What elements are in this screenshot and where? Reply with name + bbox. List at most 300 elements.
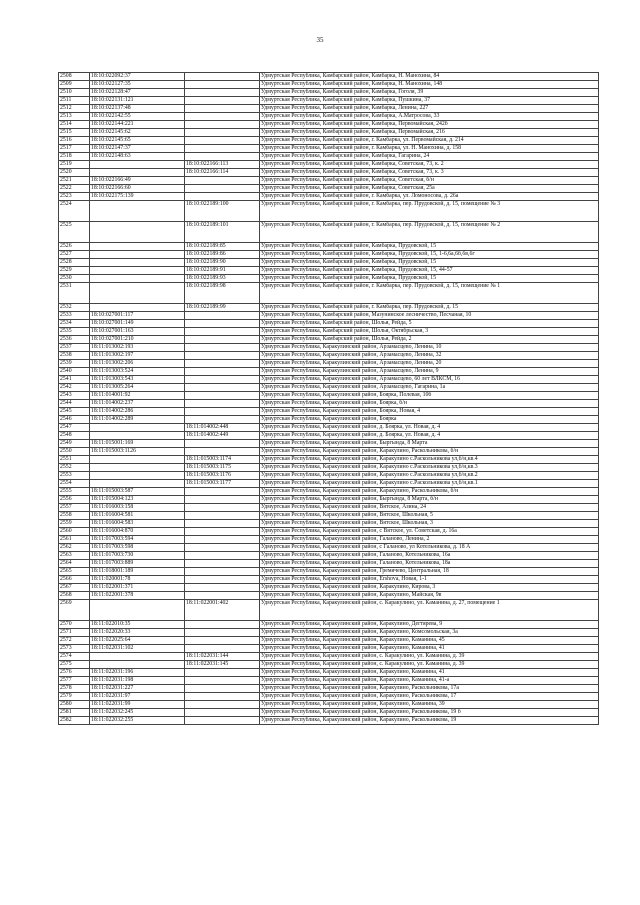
address-cell: Удмуртская Республика, Камбарский район, Камбарка, Советская, 25а	[260, 185, 599, 193]
row-number-cell: 2549	[59, 440, 90, 448]
address-cell: Удмуртская Республика, Каракулинский район, д. Боярка, ул. Новая, д. 4	[260, 432, 599, 440]
premises-cadastral-number-cell	[185, 113, 260, 121]
row-number-cell: 2542	[59, 384, 90, 392]
table-row	[59, 137, 599, 145]
table-row	[59, 709, 599, 717]
row-number-cell: 2554	[59, 480, 90, 488]
address-cell: Удмуртская Республика, Камбарский район, Камбарка, Советская, б/н	[260, 177, 599, 185]
row-number-cell: 2574	[59, 653, 90, 661]
cadastral-number-cell: 18:11:022031:196	[90, 669, 185, 677]
address-cell: Удмуртская Республика, Камбарский район, Шолья, Рейда, 5	[260, 320, 599, 328]
table-row	[59, 621, 599, 629]
table-row	[59, 251, 599, 259]
cadastral-number-cell: 18:11:014002:289	[90, 416, 185, 424]
cadastral-number-cell: 18:11:022025:64	[90, 637, 185, 645]
address-cell: Удмуртская Республика, Каракулинский район, Каракулино с.Раскольникова ул,б/н,кв.1	[260, 480, 599, 488]
cadastral-number-cell: 18:10:027001:163	[90, 328, 185, 336]
cadastral-number-cell: 18:11:015003:587	[90, 488, 185, 496]
premises-cadastral-number-cell	[185, 685, 260, 693]
address-cell: Удмуртская Республика, Камбарский район, Камбарка, Советская, 73, к. 2	[260, 161, 599, 169]
address-cell: Удмуртская Республика, Каракулинский район, Каракулино с.Раскольникова ул,б/н,кв.2	[260, 472, 599, 480]
cadastral-number-cell: 18:11:020001:78	[90, 576, 185, 584]
address-cell: Удмуртская Республика, Каракулинский район, Каракулино, Дегтярева, 9	[260, 621, 599, 629]
premises-cadastral-number-cell	[185, 536, 260, 544]
table-row	[59, 201, 599, 222]
cadastral-number-cell: 18:11:017003:730	[90, 552, 185, 560]
address-cell: Удмуртская Республика, Каракулинский район, Арзамасцево, 60 лет ВЛКСМ, 16	[260, 376, 599, 384]
premises-cadastral-number-cell: 18:11:022001:402	[185, 600, 260, 621]
row-number-cell: 2556	[59, 496, 90, 504]
row-number-cell: 2541	[59, 376, 90, 384]
table-row	[59, 592, 599, 600]
cadastral-number-cell: 18:10:022144:221	[90, 121, 185, 129]
cadastral-number-cell	[90, 222, 185, 243]
address-cell: Удмуртская Республика, Каракулинский район, Боярка, Новая, 4	[260, 408, 599, 416]
row-number-cell: 2527	[59, 251, 90, 259]
cadastral-number-cell: 18:11:022031:97	[90, 693, 185, 701]
table-row	[59, 496, 599, 504]
address-cell: Удмуртская Республика, Каракулинский район, Каракулино, Раскольникова, б/н	[260, 488, 599, 496]
address-cell: Удмуртская Республика, Камбарский район, г. Камбарка, пер. Прудовской, д. 15	[260, 304, 599, 312]
table-row	[59, 89, 599, 97]
row-number-cell: 2553	[59, 472, 90, 480]
address-cell: Удмуртская Республика, Каракулинский район, Каракулино, Кирова, 3	[260, 584, 599, 592]
premises-cadastral-number-cell	[185, 185, 260, 193]
cadastral-number-cell	[90, 243, 185, 251]
table-row	[59, 576, 599, 584]
row-number-cell: 2575	[59, 661, 90, 669]
table-row	[59, 528, 599, 536]
row-number-cell: 2577	[59, 677, 90, 685]
cadastral-number-cell: 18:11:015001:169	[90, 440, 185, 448]
table-row	[59, 488, 599, 496]
address-cell: Удмуртская Республика, Каракулинский район, Вятское, Школьная, 3	[260, 520, 599, 528]
table-row	[59, 376, 599, 384]
table-row	[59, 520, 599, 528]
cadastral-number-cell: 18:10:022127:35	[90, 81, 185, 89]
row-number-cell: 2573	[59, 645, 90, 653]
table-row	[59, 544, 599, 552]
table-row	[59, 677, 599, 685]
address-cell: Удмуртская Республика, Камбарский район, Камбарка, Гоголя, 39	[260, 89, 599, 97]
cadastral-number-cell: 18:10:022128:47	[90, 89, 185, 97]
premises-cadastral-number-cell	[185, 376, 260, 384]
premises-cadastral-number-cell	[185, 368, 260, 376]
cadastral-number-cell: 18:10:022166:49	[90, 177, 185, 185]
address-cell: Удмуртская Республика, Каракулинский район, Галаново, Котельникова, 18а	[260, 560, 599, 568]
address-cell: Удмуртская Республика, Камбарский район, г. Камбарка, пер. Прудовской, д. 15, помещение № 3	[260, 201, 599, 222]
address-cell: Удмуртская Республика, Каракулинский район, Гремячево, Центральная, 18	[260, 568, 599, 576]
premises-cadastral-number-cell	[185, 488, 260, 496]
row-number-cell: 2538	[59, 352, 90, 360]
table-row	[59, 81, 599, 89]
premises-cadastral-number-cell	[185, 384, 260, 392]
row-number-cell: 2551	[59, 456, 90, 464]
premises-cadastral-number-cell: 18:11:015003:1176	[185, 472, 260, 480]
premises-cadastral-number-cell: 18:10:022189:101	[185, 222, 260, 243]
row-number-cell: 2525	[59, 222, 90, 243]
premises-cadastral-number-cell	[185, 621, 260, 629]
cadastral-number-cell: 18:11:017003:594	[90, 536, 185, 544]
table-row	[59, 222, 599, 243]
premises-cadastral-number-cell	[185, 137, 260, 145]
table-row	[59, 480, 599, 488]
address-cell: Удмуртская Республика, Камбарский район, Камбарка, Первомайская, 242б	[260, 121, 599, 129]
premises-cadastral-number-cell: 18:11:014002:448	[185, 424, 260, 432]
row-number-cell: 2518	[59, 153, 90, 161]
row-number-cell: 2515	[59, 129, 90, 137]
premises-cadastral-number-cell: 18:10:022189:91	[185, 267, 260, 275]
row-number-cell: 2532	[59, 304, 90, 312]
address-cell: Удмуртская Республика, Каракулинский район, Боярка, Полевая, 10б	[260, 392, 599, 400]
address-cell: Удмуртская Республика, Камбарский район, Камбарка, Прудовской, 15, 44-57	[260, 267, 599, 275]
address-cell: Удмуртская Республика, Каракулинский район, Каракулино, Раскольникова, б/н	[260, 448, 599, 456]
row-number-cell: 2508	[59, 73, 90, 81]
row-number-cell: 2548	[59, 432, 90, 440]
premises-cadastral-number-cell	[185, 544, 260, 552]
address-cell: Удмуртская Республика, Каракулинский район, Каракулино, Каманина, 41	[260, 645, 599, 653]
premises-cadastral-number-cell	[185, 408, 260, 416]
premises-cadastral-number-cell	[185, 552, 260, 560]
table-row	[59, 448, 599, 456]
table-row	[59, 552, 599, 560]
address-cell: Удмуртская Республика, Каракулинский район, Каракулино, Каманина, 41	[260, 669, 599, 677]
row-number-cell: 2565	[59, 568, 90, 576]
row-number-cell: 2510	[59, 89, 90, 97]
cadastral-number-cell: 18:10:022137:48	[90, 105, 185, 113]
row-number-cell: 2533	[59, 312, 90, 320]
table-row	[59, 368, 599, 376]
table-row	[59, 336, 599, 344]
table-row	[59, 259, 599, 267]
address-cell: Удмуртская Республика, Каракулинский район, Ershova, Новая, 1-1	[260, 576, 599, 584]
address-cell: Удмуртская Республика, Камбарский район, Камбарка, Н. Манохина, 84	[260, 73, 599, 81]
row-number-cell: 2543	[59, 392, 90, 400]
address-cell: Удмуртская Республика, Каракулинский район, с. Каракулино, ул. Каманина, д. 39	[260, 653, 599, 661]
cadastral-number-cell	[90, 456, 185, 464]
premises-cadastral-number-cell	[185, 528, 260, 536]
row-number-cell: 2555	[59, 488, 90, 496]
row-number-cell: 2567	[59, 584, 90, 592]
cadastral-number-cell	[90, 259, 185, 267]
row-number-cell: 2570	[59, 621, 90, 629]
cadastral-number-cell: 18:11:013002:197	[90, 352, 185, 360]
cadastral-number-cell: 18:11:022031:99	[90, 701, 185, 709]
address-cell: Удмуртская Республика, Каракулинский район, Быргында, 8 Марта	[260, 440, 599, 448]
table-row	[59, 464, 599, 472]
premises-cadastral-number-cell	[185, 392, 260, 400]
premises-cadastral-number-cell	[185, 312, 260, 320]
premises-cadastral-number-cell	[185, 145, 260, 153]
cadastral-number-cell	[90, 275, 185, 283]
address-cell: Удмуртская Республика, Каракулинский район, Каракулино, Каманина, 41-а	[260, 677, 599, 685]
cadastral-number-cell: 18:11:014002:237	[90, 400, 185, 408]
table-row	[59, 653, 599, 661]
register-body	[59, 73, 599, 725]
cadastral-number-cell: 18:11:016004:870	[90, 528, 185, 536]
row-number-cell: 2523	[59, 193, 90, 201]
address-cell: Удмуртская Республика, Каракулинский район, с. Каракулино, ул. Каманина, д. 39	[260, 661, 599, 669]
cadastral-number-cell: 18:11:022032:255	[90, 717, 185, 725]
row-number-cell: 2540	[59, 368, 90, 376]
address-cell: Удмуртская Республика, Каракулинский район, Арзамасцево, Ленина, 10	[260, 344, 599, 352]
premises-cadastral-number-cell	[185, 121, 260, 129]
cadastral-number-cell: 18:11:022001:378	[90, 592, 185, 600]
address-cell: Удмуртская Республика, Камбарский район, Камбарка, Прудовской, 15	[260, 259, 599, 267]
premises-cadastral-number-cell	[185, 512, 260, 520]
cadastral-number-cell: 18:11:013002:193	[90, 344, 185, 352]
address-cell: Удмуртская Республика, Камбарский район, Камбарка, Советская, 73, к. 3	[260, 169, 599, 177]
cadastral-number-cell	[90, 464, 185, 472]
row-number-cell: 2513	[59, 113, 90, 121]
premises-cadastral-number-cell	[185, 89, 260, 97]
premises-cadastral-number-cell	[185, 568, 260, 576]
cadastral-number-cell: 18:11:017003:889	[90, 560, 185, 568]
premises-cadastral-number-cell	[185, 520, 260, 528]
row-number-cell: 2546	[59, 416, 90, 424]
cadastral-number-cell: 18:11:022010:35	[90, 621, 185, 629]
premises-cadastral-number-cell	[185, 576, 260, 584]
address-cell: Удмуртская Республика, Камбарский район, г. Камбарка, ул. Первомайская, д. 214	[260, 137, 599, 145]
address-cell: Удмуртская Республика, Камбарский район, Камбарка, Пушкина, 37	[260, 97, 599, 105]
premises-cadastral-number-cell: 18:11:015003:1177	[185, 480, 260, 488]
row-number-cell: 2581	[59, 709, 90, 717]
cadastral-number-cell	[90, 201, 185, 222]
row-number-cell: 2539	[59, 360, 90, 368]
premises-cadastral-number-cell: 18:11:015003:1174	[185, 456, 260, 464]
cadastral-number-cell: 18:10:022092:37	[90, 73, 185, 81]
row-number-cell: 2558	[59, 512, 90, 520]
cadastral-number-cell: 18:10:022147:37	[90, 145, 185, 153]
table-row	[59, 408, 599, 416]
premises-cadastral-number-cell	[185, 328, 260, 336]
cadastral-number-cell	[90, 283, 185, 304]
row-number-cell: 2569	[59, 600, 90, 621]
cadastral-number-cell: 18:10:027001:149	[90, 320, 185, 328]
cadastral-number-cell: 18:11:022031:102	[90, 645, 185, 653]
premises-cadastral-number-cell	[185, 637, 260, 645]
address-cell: Удмуртская Республика, Камбарский район, г. Камбарка, пер. Прудовской, д. 15, помещение № 2	[260, 222, 599, 243]
cadastral-number-cell	[90, 304, 185, 312]
cadastral-number-cell	[90, 251, 185, 259]
row-number-cell: 2519	[59, 161, 90, 169]
cadastral-number-cell: 18:11:015003:1126	[90, 448, 185, 456]
cadastral-number-cell: 18:10:027001:117	[90, 312, 185, 320]
table-row	[59, 717, 599, 725]
address-cell: Удмуртская Республика, Каракулинский район, Арзамасцево, Ленина, 9	[260, 368, 599, 376]
table-row	[59, 320, 599, 328]
row-number-cell: 2521	[59, 177, 90, 185]
row-number-cell: 2509	[59, 81, 90, 89]
row-number-cell: 2547	[59, 424, 90, 432]
row-number-cell: 2528	[59, 259, 90, 267]
address-cell: Удмуртская Республика, Каракулинский район, Каракулино с.Раскольникова ул,б/н,кв.3	[260, 464, 599, 472]
cadastral-number-cell: 18:10:022131:121	[90, 97, 185, 105]
premises-cadastral-number-cell	[185, 448, 260, 456]
premises-cadastral-number-cell: 18:11:014002:449	[185, 432, 260, 440]
address-cell: Удмуртская Республика, Камбарский район, г. Камбарка, ул. Н. Манохина, д. 158	[260, 145, 599, 153]
table-row	[59, 568, 599, 576]
row-number-cell: 2535	[59, 328, 90, 336]
premises-cadastral-number-cell	[185, 193, 260, 201]
premises-cadastral-number-cell: 18:10:022166:113	[185, 161, 260, 169]
table-row	[59, 275, 599, 283]
cadastral-number-cell	[90, 161, 185, 169]
cadastral-number-cell: 18:11:013005:264	[90, 384, 185, 392]
table-row	[59, 169, 599, 177]
premises-cadastral-number-cell	[185, 153, 260, 161]
row-number-cell: 2520	[59, 169, 90, 177]
premises-cadastral-number-cell: 18:10:022189:90	[185, 259, 260, 267]
address-cell: Удмуртская Республика, Каракулинский район, Каракулино, Майская, 9в	[260, 592, 599, 600]
row-number-cell: 2582	[59, 717, 90, 725]
table-row	[59, 153, 599, 161]
table-row	[59, 177, 599, 185]
premises-cadastral-number-cell	[185, 709, 260, 717]
cadastral-number-cell: 18:11:022031:198	[90, 677, 185, 685]
cadastral-number-cell	[90, 424, 185, 432]
address-cell: Удмуртская Республика, Камбарский район, Камбарка, Н. Манохина, 148	[260, 81, 599, 89]
premises-cadastral-number-cell	[185, 336, 260, 344]
row-number-cell: 2578	[59, 685, 90, 693]
cadastral-number-cell	[90, 472, 185, 480]
address-cell: Удмуртская Республика, Камбарский район, Камбарка, Ленина, 227	[260, 105, 599, 113]
cadastral-number-cell: 18:11:014001:92	[90, 392, 185, 400]
row-number-cell: 2536	[59, 336, 90, 344]
premises-cadastral-number-cell	[185, 400, 260, 408]
table-row	[59, 73, 599, 81]
table-row	[59, 685, 599, 693]
row-number-cell: 2512	[59, 105, 90, 113]
row-number-cell: 2534	[59, 320, 90, 328]
table-row	[59, 97, 599, 105]
address-cell: Удмуртская Республика, Каракулинский район, Галаново, Ленина, 2	[260, 536, 599, 544]
address-cell: Удмуртская Республика, Каракулинский район, Арзамасцево, Ленина, 20	[260, 360, 599, 368]
cadastral-number-cell	[90, 267, 185, 275]
row-number-cell: 2526	[59, 243, 90, 251]
address-cell: Удмуртская Республика, Каракулинский район, Каракулино, Раскольникова, 17	[260, 693, 599, 701]
cadastral-number-cell: 18:11:013002:206	[90, 360, 185, 368]
page-number: 35	[316, 36, 324, 44]
cadastral-number-cell: 18:11:015004:123	[90, 496, 185, 504]
premises-cadastral-number-cell	[185, 693, 260, 701]
table-row	[59, 304, 599, 312]
premises-cadastral-number-cell: 18:10:022189:100	[185, 201, 260, 222]
address-cell: Удмуртская Республика, Каракулинский район, с Галаново, ул Котельникова, д. 18 А	[260, 544, 599, 552]
table-row	[59, 504, 599, 512]
cadastral-number-cell: 18:10:027001:210	[90, 336, 185, 344]
table-row	[59, 267, 599, 275]
address-cell: Удмуртская Республика, Каракулинский район, Боярка, б/н	[260, 400, 599, 408]
table-row	[59, 456, 599, 464]
address-cell: Удмуртская Республика, Каракулинский район, Арзамасцево, Гагарина, 1а	[260, 384, 599, 392]
premises-cadastral-number-cell: 18:10:022189:85	[185, 243, 260, 251]
cadastral-number-cell	[90, 600, 185, 621]
cadastral-number-cell: 18:10:022166:60	[90, 185, 185, 193]
address-cell: Удмуртская Республика, Камбарский район, Мазунинское лесничество, Песчаная, 10	[260, 312, 599, 320]
address-cell: Удмуртская Республика, Каракулинский район, Каракулино с.Раскольникова ул,б/н,кв.4	[260, 456, 599, 464]
cadastral-number-cell: 18:11:016003:158	[90, 504, 185, 512]
premises-cadastral-number-cell	[185, 677, 260, 685]
premises-cadastral-number-cell: 18:10:022189:99	[185, 304, 260, 312]
premises-cadastral-number-cell: 18:11:022031:145	[185, 661, 260, 669]
premises-cadastral-number-cell	[185, 496, 260, 504]
premises-cadastral-number-cell: 18:10:022189:98	[185, 283, 260, 304]
table-row	[59, 113, 599, 121]
row-number-cell: 2572	[59, 637, 90, 645]
table-row	[59, 352, 599, 360]
table-row	[59, 193, 599, 201]
address-cell: Удмуртская Республика, Камбарский район, Шолья, Октябрьская, 3	[260, 328, 599, 336]
cadastral-number-cell	[90, 169, 185, 177]
cadastral-number-cell	[90, 653, 185, 661]
table-row	[59, 185, 599, 193]
cadastral-number-cell: 18:11:022001:371	[90, 584, 185, 592]
address-cell: Удмуртская Республика, Каракулинский район, Арзамасцево, Ленина, 32	[260, 352, 599, 360]
address-cell: Удмуртская Республика, Камбарский район, Камбарка, Первомайская, 216	[260, 129, 599, 137]
table-row	[59, 121, 599, 129]
premises-cadastral-number-cell	[185, 97, 260, 105]
cadastral-number-cell: 18:10:022145:62	[90, 129, 185, 137]
premises-cadastral-number-cell: 18:11:015003:1175	[185, 464, 260, 472]
premises-cadastral-number-cell	[185, 504, 260, 512]
row-number-cell: 2516	[59, 137, 90, 145]
row-number-cell: 2524	[59, 201, 90, 222]
cadastral-number-cell: 18:10:022148:63	[90, 153, 185, 161]
premises-cadastral-number-cell	[185, 592, 260, 600]
address-cell: Удмуртская Республика, Камбарский район, Камбарка, Гагарина, 24	[260, 153, 599, 161]
address-cell: Удмуртская Республика, Каракулинский район, Вятское, Азина, 24	[260, 504, 599, 512]
premises-cadastral-number-cell: 18:10:022166:114	[185, 169, 260, 177]
premises-cadastral-number-cell	[185, 416, 260, 424]
row-number-cell: 2579	[59, 693, 90, 701]
premises-cadastral-number-cell	[185, 177, 260, 185]
address-cell: Удмуртская Республика, Камбарский район, Камбарка, Прудовской, 15	[260, 243, 599, 251]
premises-cadastral-number-cell	[185, 645, 260, 653]
table-row	[59, 400, 599, 408]
row-number-cell: 2562	[59, 544, 90, 552]
cadastral-number-cell	[90, 432, 185, 440]
table-row	[59, 536, 599, 544]
address-cell: Удмуртская Республика, Каракулинский район, с Вятское, ул. Советская, д. 16а	[260, 528, 599, 536]
address-cell: Удмуртская Республика, Каракулинский район, Быргында, 8 Марта, б/н	[260, 496, 599, 504]
table-row	[59, 512, 599, 520]
row-number-cell: 2576	[59, 669, 90, 677]
premises-cadastral-number-cell	[185, 81, 260, 89]
cadastral-number-cell	[90, 480, 185, 488]
table-row	[59, 243, 599, 251]
row-number-cell: 2561	[59, 536, 90, 544]
row-number-cell: 2514	[59, 121, 90, 129]
cadastral-number-cell: 18:11:016004:581	[90, 512, 185, 520]
row-number-cell: 2545	[59, 408, 90, 416]
address-cell: Удмуртская Республика, Каракулинский район, д. Боярка, ул. Новая, д. 4	[260, 424, 599, 432]
row-number-cell: 2560	[59, 528, 90, 536]
address-cell: Удмуртская Республика, Камбарский район, г. Камбарка, ул. Ломоносова, д. 26а	[260, 193, 599, 201]
row-number-cell: 2530	[59, 275, 90, 283]
premises-cadastral-number-cell	[185, 344, 260, 352]
table-row	[59, 129, 599, 137]
cadastral-number-cell: 18:10:022142:55	[90, 113, 185, 121]
table-row	[59, 328, 599, 336]
table-row	[59, 629, 599, 637]
premises-cadastral-number-cell	[185, 440, 260, 448]
premises-cadastral-number-cell	[185, 352, 260, 360]
premises-cadastral-number-cell	[185, 669, 260, 677]
table-row	[59, 344, 599, 352]
row-number-cell: 2531	[59, 283, 90, 304]
row-number-cell: 2557	[59, 504, 90, 512]
